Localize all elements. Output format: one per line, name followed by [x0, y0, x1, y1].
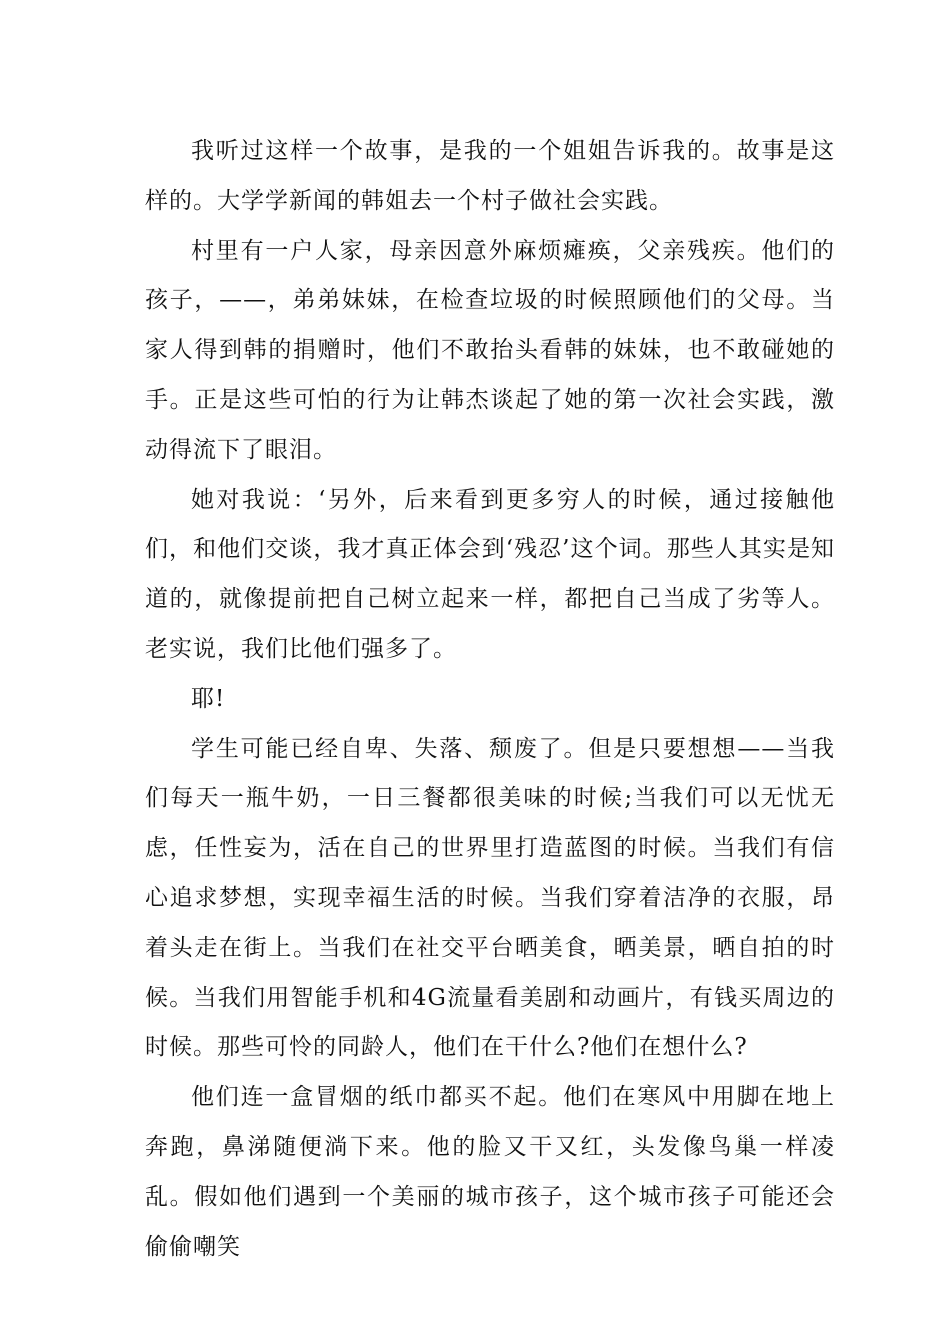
paragraph-quote: 她对我说：‘另外，后来看到更多穷人的时候，通过接触他们，和他们交谈，我才真正体会到‘残忍’这个词。那些人其实是知道的，就像提前把自己树立起来一样，都把自己当成了劣等人。老实说，我们比他们强多了。: [145, 486, 835, 662]
paragraph-reflection: 学生可能已经自卑、失落、颓废了。但是只要想想——当我们每天一瓶牛奶，一日三餐都很美味的时候;当我们可以无忧无虑，任性妄为，活在自己的世界里打造蓝图的时候。当我们有信心追求梦想，实现幸福生活的时候。当我们穿着洁净的衣服，昂着头走在街上。当我们在社交平台晒美食，晒美景，晒自拍的时候。当我们用智能手机和4G流量看美剧和动画片，有钱买周边的时候。那些可怜的同龄人，他们在干什么?他们在想什么?: [145, 735, 835, 1061]
paragraph-story-intro: 我听过这样一个故事，是我的一个姐姐告诉我的。故事是这样的。大学学新闻的韩姐去一个村子做社会实践。: [145, 138, 835, 214]
paragraph-village-family: 村里有一户人家，母亲因意外麻烦瘫痪，父亲残疾。他们的孩子，——，弟弟妹妹，在检查垃圾的时候照顾他们的父母。当家人得到韩的捐赠时，他们不敢抬头看韩的妹妹，也不敢碰她的手。正是这些可怕的行为让韩杰谈起了她的第一次社会实践，激动得流下了眼泪。: [145, 237, 835, 463]
paragraph-poor-peers: 他们连一盒冒烟的纸巾都买不起。他们在寒风中用脚在地上奔跑，鼻涕随便淌下来。他的脸又干又红，头发像鸟巢一样凌乱。假如他们遇到一个美丽的城市孩子，这个城市孩子可能还会偷偷嘲笑: [145, 1084, 835, 1260]
document-body: [145, 127, 835, 1272]
paragraph-exclamation: 耶!: [191, 685, 226, 712]
